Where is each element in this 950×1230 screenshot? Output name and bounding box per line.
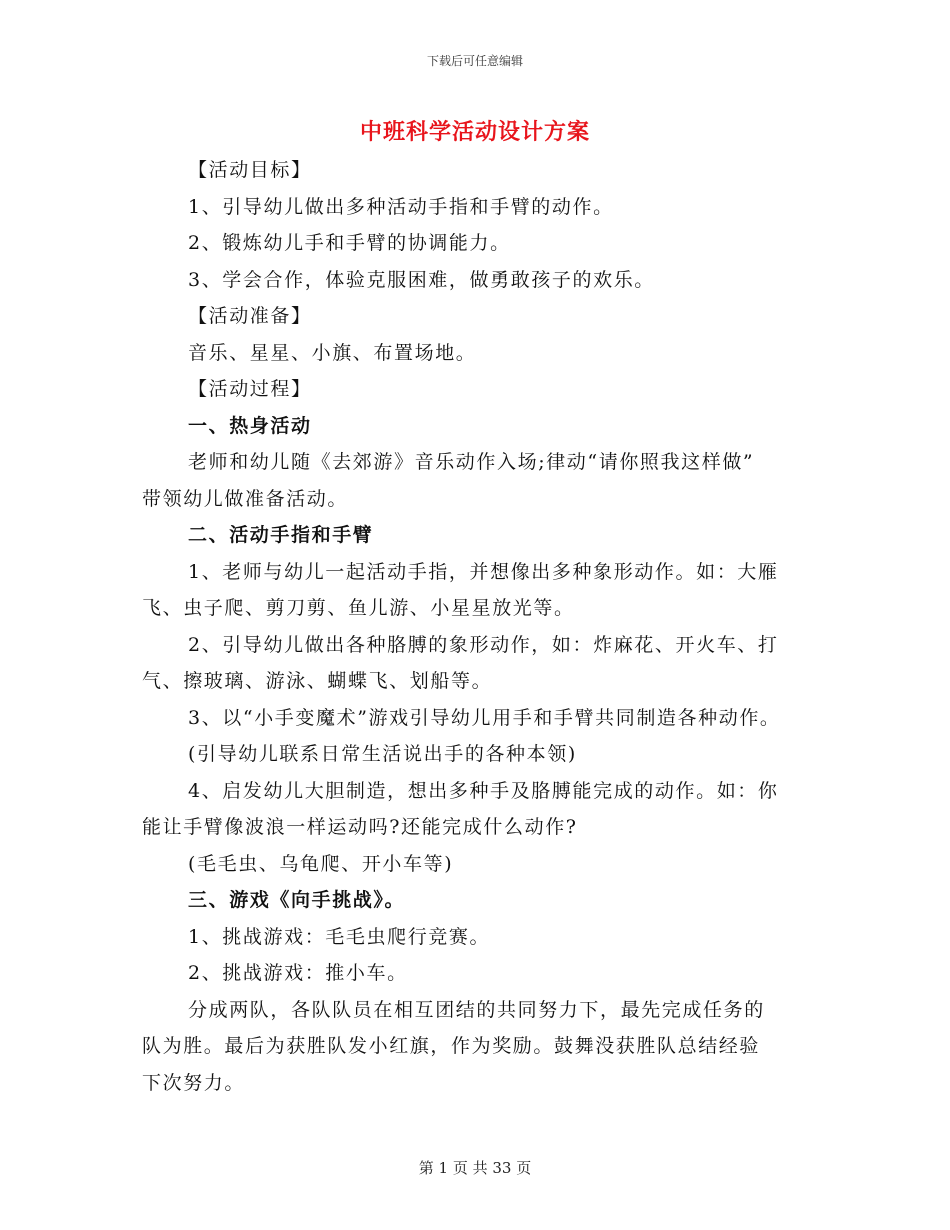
body-line: (毛毛虫、乌龟爬、开小车等) <box>188 852 454 875</box>
body-line: 2、引导幼儿做出各种胳膊的象形动作，如：炸麻花、开火车、打 <box>188 633 779 656</box>
body-line: 4、启发幼儿大胆制造，想出多种手及胳膊能完成的动作。如：你 <box>188 779 779 802</box>
body-line: 带领幼儿做准备活动。 <box>142 487 349 510</box>
body-line: 1、引导幼儿做出多种活动手指和手臂的动作。 <box>188 195 614 218</box>
body-line: 音乐、星星、小旗、布置场地。 <box>188 341 477 364</box>
body-line: 1、老师与幼儿一起活动手指，并想像出多种象形动作。如：大雁 <box>188 560 779 583</box>
body-line: (引导幼儿联系日常生活说出手的各种本领) <box>188 743 577 765</box>
body-line: 能让手臂像波浪一样运动吗?还能完成什么动作? <box>142 816 578 838</box>
body-line: 飞、虫子爬、剪刀剪、鱼儿游、小星星放光等。 <box>142 597 575 619</box>
body-line: 队为胜。最后为获胜队发小红旗，作为奖励。鼓舞没获胜队总结经验 <box>142 1035 761 1057</box>
page-footer: 第 1 页 共 33 页 <box>418 1159 532 1177</box>
body-line: 2、挑战游戏：推小车。 <box>188 962 408 984</box>
body-line: 3、以“小手变魔术”游戏引导幼儿用手和手臂共同制造各种动作。 <box>188 706 781 729</box>
body-line: 分成两队，各队队员在相互团结的共同努力下，最先完成任务的 <box>188 998 765 1021</box>
body-line: 下次努力。 <box>142 1071 246 1094</box>
body-line: 气、擦玻璃、游泳、蝴蝶飞、划船等。 <box>142 670 493 692</box>
body-line: 【活动目标】 <box>188 159 312 181</box>
body-line: 3、学会合作，体验克服困难，做勇敢孩子的欢乐。 <box>188 268 655 291</box>
section-heading: 二、活动手指和手臂 <box>188 524 374 546</box>
body-line: 【活动准备】 <box>188 305 312 327</box>
document-title: 中班科学活动设计方案 <box>359 119 590 145</box>
section-heading: 一、热身活动 <box>188 414 312 437</box>
body-line: 2、锻炼幼儿手和手臂的协调能力。 <box>188 232 511 254</box>
section-heading: 三、游戏《向手挑战》。 <box>188 889 406 911</box>
body-line: 1、挑战游戏：毛毛虫爬行竞赛。 <box>188 925 491 948</box>
header-note: 下载后可任意编辑 <box>426 54 523 68</box>
body-line: 老师和幼儿随《去郊游》音乐动作入场;律动“请你照我这样做” <box>188 451 755 473</box>
body-line: 【活动过程】 <box>188 378 312 400</box>
document-body <box>142 152 832 1101</box>
